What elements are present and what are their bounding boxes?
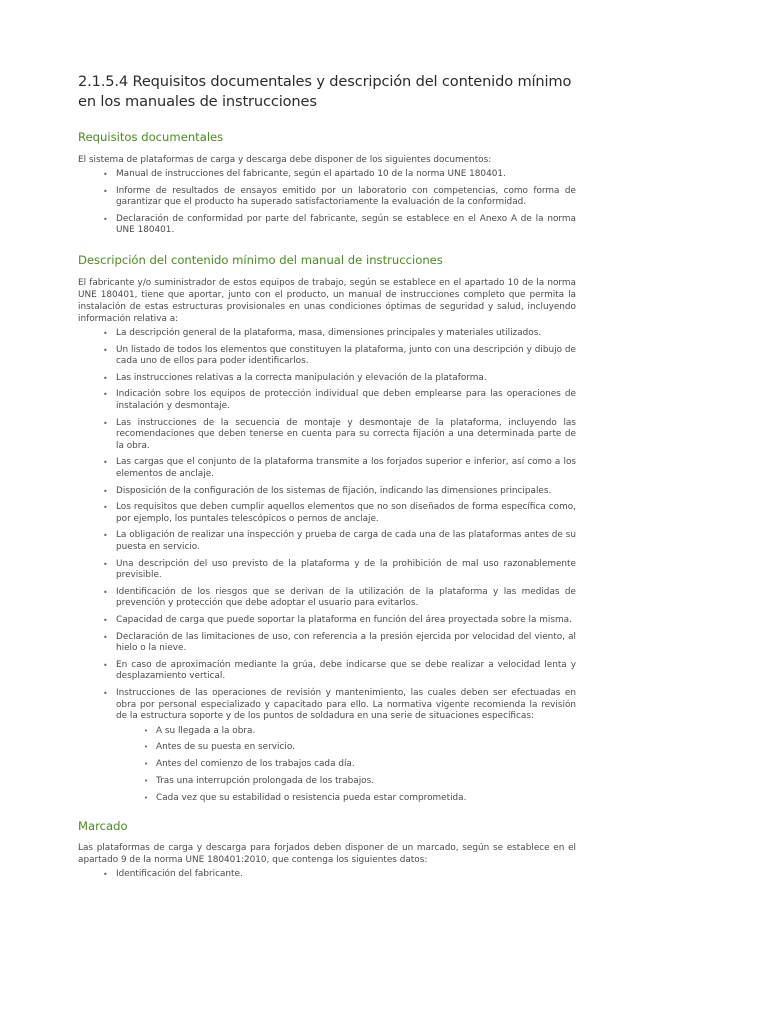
list-item: • Informe de resultados de ensayos emitido por un laboratorio con competencias, como forma de garantizar que el producto ha superado satisfactoriamente la evaluación de la conformidad. [116,186,576,209]
list-item: • La descripción general de la plataforma, masa, dimensiones principales y materiales utilizados. [116,328,576,340]
sub-list-item: • Cada vez que su estabilidad o resistencia pueda estar comprometida. [156,793,576,805]
list-item: • Declaración de las limitaciones de uso, con referencia a la presión ejercida por velocidad del viento, al hielo o la nieve. [116,632,576,655]
list-item: • Una descripción del uso previsto de la plataforma y de la prohibición de mal uso razonablemente previsible. [116,559,576,582]
section-heading-requisitos: Requisitos documentales [78,130,224,144]
bullet-list [78,328,576,804]
sub-bullet-list [116,726,576,805]
sub-list-item: • Tras una interrupción prolongada de los trabajos. [156,776,576,788]
list-item: • Un listado de todos los elementos que constituyen la plataforma, junto con una descripción y dibujo de cada uno de ellos para poder identificarlos. [116,345,576,368]
list-item: • Identificación del fabricante. [116,869,576,881]
list-item: • Las cargas que el conjunto de la plataforma transmite a los forjados superior e inferior, así como a los elementos de anclaje. [116,457,576,480]
section-heading-descripcion: Descripción del contenido mínimo del manual de instrucciones [78,252,443,267]
list-item: • Indicación sobre los equipos de protección individual que deben emplearse para las operaciones de instalación y desmontaje. [116,389,576,412]
bullet-list [78,169,576,237]
section-intro: El fabricante y/o suministrador de estos equipos de trabajo, según se establece en el apartado 10 de la norma UNE 180401, tiene que aportar, junto con el producto, un manual de instrucciones completo que permita la instalación de estas estructuras provisionales en unas condiciones óptimas de seguridad y salud, incluyendo información relativa a: [78,277,576,324]
list-item: • Capacidad de carga que puede soportar la plataforma en función del área proyectada sobre la misma. [116,615,576,627]
list-item-with-sublist [116,688,576,804]
section-intro: Las plataformas de carga y descarga para forjados deben disponer de un marcado, según se establece en el apartado 9 de la norma UNE 180401:2010, que contenga los siguientes datos: [78,843,576,866]
list-item: • Identificación de los riesgos que se derivan de la utilización de la plataforma y las medidas de prevención y protección que debe adoptar el usuario para evitarlos. [116,587,576,610]
list-item: • Las instrucciones de la secuencia de montaje y desmontaje de la plataforma, incluyendo las recomendaciones que deben tenerse en cuenta para su correcta fijación a una determinada parte de la obra. [116,418,576,453]
list-item: • La obligación de realizar una inspección y prueba de carga de cada una de las plataformas antes de su puesta en servicio. [116,530,576,553]
list-item: • Los requisitos que deben cumplir aquellos elementos que no son diseñados de forma específica como, por ejemplo, los puntales telescópicos o pernos de anclaje. [116,502,576,525]
sub-list-item: • Antes del comienzo de los trabajos cada día. [156,759,576,771]
list-item-text: Instrucciones de las operaciones de revisión y mantenimiento, las cuales deben ser efectuadas en obra por personal especializado y capacitado para ello. La normativa vigente recomienda la revisión de la estructura soporte y de los puntos de soldadura en una serie de situaciones específicas: [116,688,576,721]
document-content [78,72,576,886]
section-heading-marcado: Marcado [78,819,128,834]
section-intro: El sistema de plataformas de carga y descarga debe disponer de los siguientes documentos: [78,155,492,165]
list-item: • Disposición de la configuración de los sistemas de fijación, indicando las dimensiones principales. [116,486,576,498]
list-item: • En caso de aproximación mediante la grúa, debe indicarse que se debe realizar a velocidad lenta y desplazamiento vertical. [116,660,576,683]
sub-list-item: • A su llegada a la obra. [156,726,576,738]
list-item: • Las instrucciones relativas a la correcta manipulación y elevación de la plataforma. [116,373,576,385]
page-title: 2.1.5.4 Requisitos documentales y descripción del contenido mínimo en los manuales de instrucciones [78,73,572,110]
list-item: • Declaración de conformidad por parte del fabricante, según se establece en el Anexo A de la norma UNE 180401. [116,214,576,237]
bullet-list [78,869,576,881]
sub-list-item: • Antes de su puesta en servicio. [156,742,576,754]
list-item: • Manual de instrucciones del fabricante, según el apartado 10 de la norma UNE 180401. [116,169,576,181]
